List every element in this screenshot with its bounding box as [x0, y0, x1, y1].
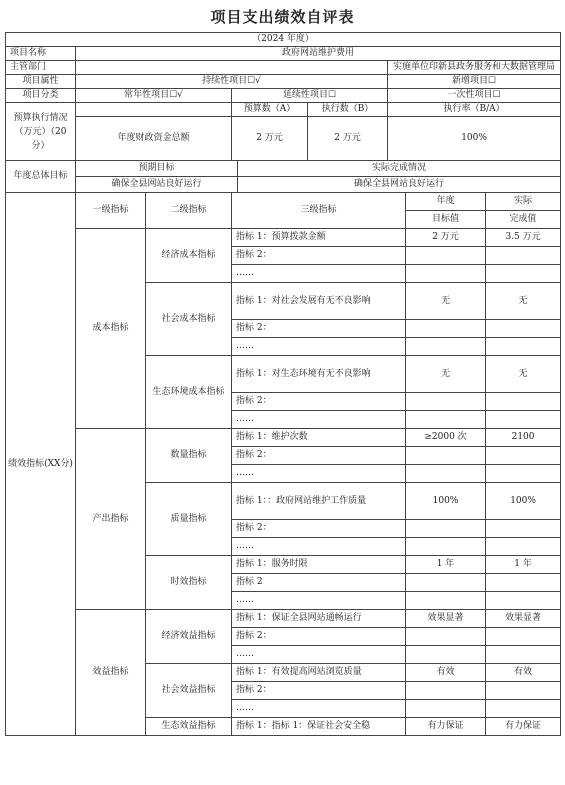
cost-econ-i3: ……	[232, 265, 406, 283]
budget-row-label: 年度财政资金总额	[76, 117, 232, 161]
class-extended: 延续性项目☐	[232, 89, 388, 103]
benefit-social-i3: ……	[232, 700, 406, 718]
year-cell: （2024 年度）	[6, 33, 561, 47]
class-onetime: 一次性项目☐	[388, 89, 561, 103]
benefit-social-i2: 指标 2：	[232, 682, 406, 700]
self-evaluation-table	[5, 32, 561, 736]
benefit-econ-label: 经济效益指标	[146, 610, 232, 664]
benefit-label: 效益指标	[76, 610, 146, 736]
cost-econ-i1: 指标 1：预算拨款金额	[232, 229, 406, 247]
output-quality-a1: 100%	[486, 483, 561, 520]
output-qty-i2: 指标 2：	[232, 447, 406, 465]
output-time-i1: 指标 1：服务时限	[232, 556, 406, 574]
goal-actual-label: 实际完成情况	[238, 161, 561, 177]
rate-value: 100%	[388, 117, 561, 161]
attr-new: 新增项目☐	[388, 75, 561, 89]
cost-social-i3: ……	[232, 338, 406, 356]
page-title: 项目支出绩效自评表	[210, 8, 355, 26]
output-time-t1: 1 年	[406, 556, 486, 574]
h-level1: 一级指标	[76, 193, 146, 229]
perf-label: 绩效指标(XX分)	[6, 193, 76, 736]
implement-unit: 实施单位印新县政务服务和大数据管理局	[388, 61, 561, 75]
class-label: 项目分类	[6, 89, 76, 103]
goal-expected: 确保全县网站良好运行	[76, 177, 238, 193]
class-regular: 常年性项目☐√	[76, 89, 232, 103]
benefit-social-label: 社会效益指标	[146, 664, 232, 718]
attr-label: 项目属性	[6, 75, 76, 89]
benefit-eco-t1: 有力保证	[406, 718, 486, 736]
exec-value: 2 万元	[308, 117, 388, 161]
budget-col-b: 执行数（B）	[308, 103, 388, 117]
cost-eco-i3: ……	[232, 411, 406, 429]
output-qty-t1: ≥2000 次	[406, 429, 486, 447]
cost-eco-t1: 无	[406, 356, 486, 393]
budget-label: 预算执行情况（万元）（20 分）	[6, 103, 76, 161]
benefit-social-t1: 有效	[406, 664, 486, 682]
cost-label: 成本指标	[76, 229, 146, 429]
h-actual: 实际	[486, 193, 561, 211]
output-qty-i3: ……	[232, 465, 406, 483]
cost-social-i1: 指标 1：对社会发展有无不良影响	[232, 283, 406, 320]
dept-value	[76, 61, 388, 75]
output-quality-label: 质量指标	[146, 483, 232, 556]
benefit-social-a1: 有效	[486, 664, 561, 682]
benefit-econ-i2: 指标 2：	[232, 628, 406, 646]
output-quality-i2: 指标 2：	[232, 520, 406, 538]
output-label: 产出指标	[76, 429, 146, 610]
benefit-eco-i1: 指标 1：指标 1：保证社会安全稳	[232, 718, 406, 736]
cost-econ-a1: 3.5 万元	[486, 229, 561, 247]
budget-value: 2 万元	[232, 117, 308, 161]
benefit-econ-i3: ……	[232, 646, 406, 664]
benefit-econ-i1: 指标 1：保证全县网站通畅运行	[232, 610, 406, 628]
output-time-i2: 指标 2	[232, 574, 406, 592]
dept-label: 主管部门	[6, 61, 76, 75]
goal-label: 年度总体目标	[6, 161, 76, 193]
cost-eco-label: 生态环境成本指标	[146, 356, 232, 429]
benefit-eco-a1: 有力保证	[486, 718, 561, 736]
output-quality-t1: 100%	[406, 483, 486, 520]
budget-blank	[76, 103, 232, 117]
cost-social-i2: 指标 2：	[232, 320, 406, 338]
h-target: 目标值	[406, 211, 486, 229]
cost-econ-t1: 2 万元	[406, 229, 486, 247]
h-done: 完成值	[486, 211, 561, 229]
cost-econ-i2: 指标 2：	[232, 247, 406, 265]
output-qty-i1: 指标 1：维护次数	[232, 429, 406, 447]
cost-social-t1: 无	[406, 283, 486, 320]
budget-col-rate: 执行率（B/A）	[388, 103, 561, 117]
benefit-econ-a1: 效果显著	[486, 610, 561, 628]
budget-col-a: 预算数（A）	[232, 103, 308, 117]
cost-eco-i2: 指标 2：	[232, 393, 406, 411]
h-year: 年度	[406, 193, 486, 211]
output-quality-i3: ……	[232, 538, 406, 556]
output-qty-label: 数量指标	[146, 429, 232, 483]
attr-continuing: 持续性项目☐√	[76, 75, 388, 89]
h-level3: 三级指标	[232, 193, 406, 229]
h-level2: 二级指标	[146, 193, 232, 229]
output-qty-a1: 2100	[486, 429, 561, 447]
cost-social-label: 社会成本指标	[146, 283, 232, 356]
project-name-label: 项目名称	[6, 47, 76, 61]
benefit-econ-t1: 效果显著	[406, 610, 486, 628]
cost-econ-label: 经济成本指标	[146, 229, 232, 283]
cost-eco-i1: 指标 1：对生态环境有无不良影响	[232, 356, 406, 393]
goal-expected-label: 预期目标	[76, 161, 238, 177]
output-time-label: 时效指标	[146, 556, 232, 610]
project-name: 政府网站维护费用	[76, 47, 561, 61]
benefit-eco-label: 生态效益指标	[146, 718, 232, 736]
benefit-social-i1: 指标 1：有效提高网站浏览质量	[232, 664, 406, 682]
output-time-a1: 1 年	[486, 556, 561, 574]
cost-social-a1: 无	[486, 283, 561, 320]
output-quality-i1: 指标 1：：政府网站维护工作质量	[232, 483, 406, 520]
cost-eco-a1: 无	[486, 356, 561, 393]
goal-actual: 确保全县网站良好运行	[238, 177, 561, 193]
output-time-i3: ……	[232, 592, 406, 610]
